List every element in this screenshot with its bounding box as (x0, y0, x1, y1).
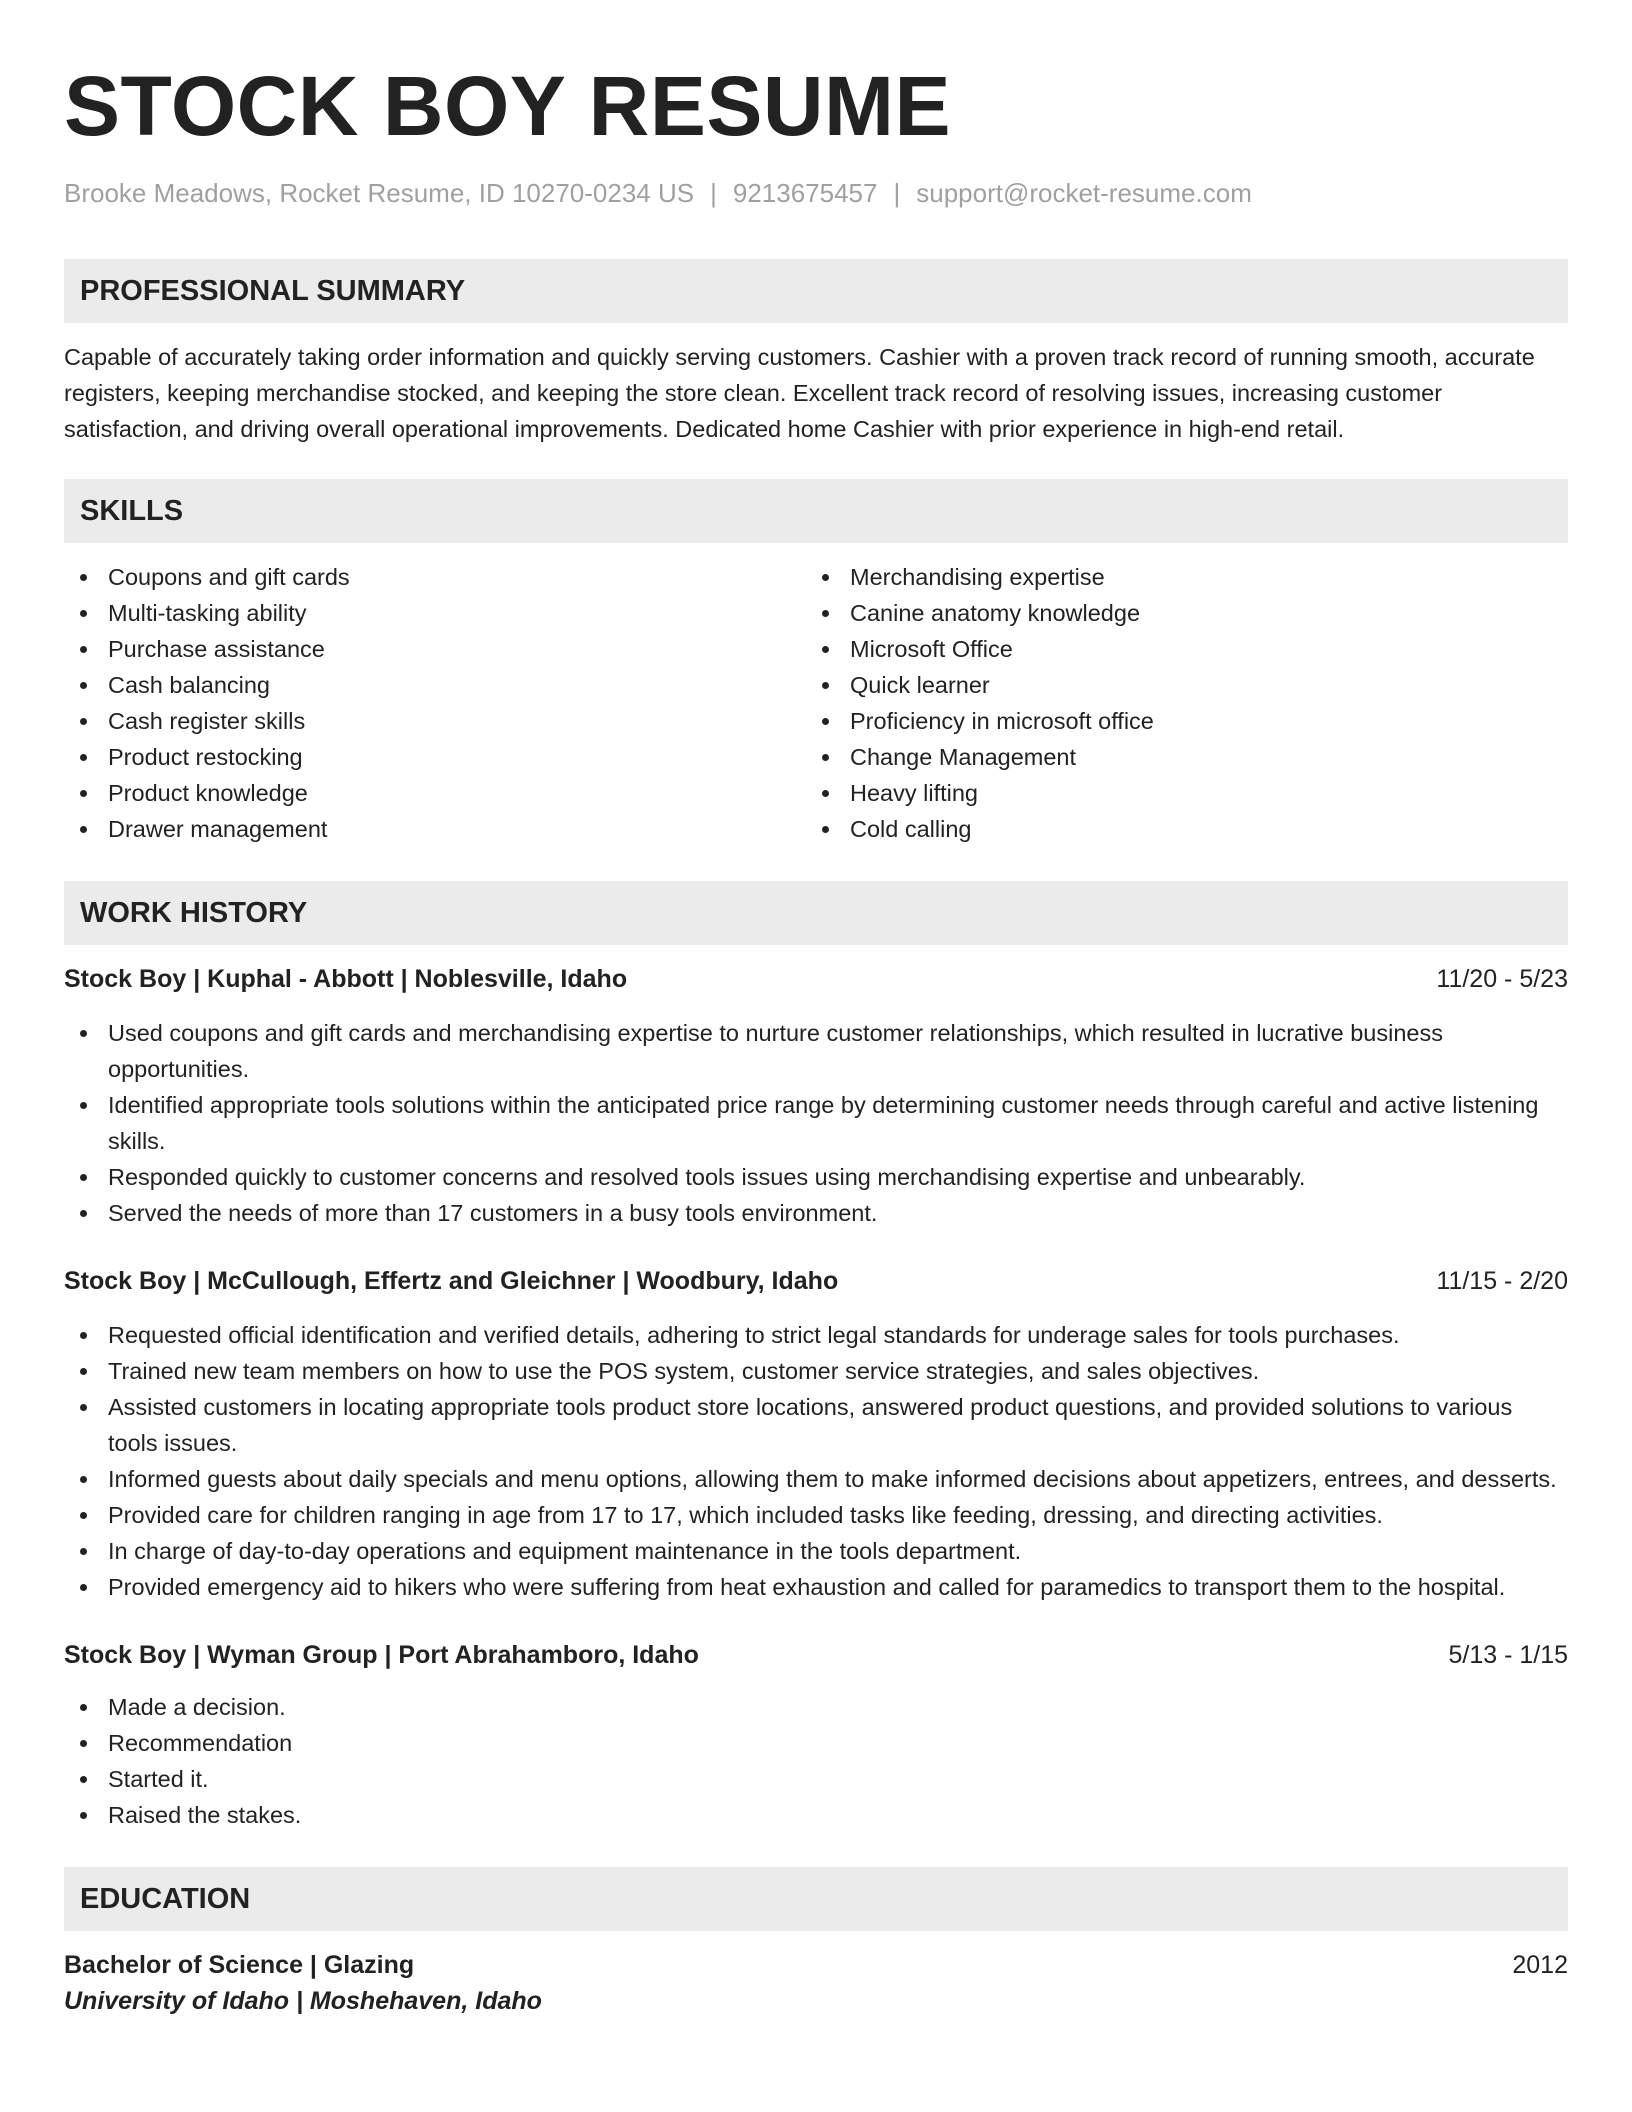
contact-line (64, 178, 1568, 209)
job-bullet: Served the needs of more than 17 customers in a busy tools environment. (64, 1195, 1568, 1231)
job-entry (64, 1637, 1568, 1833)
job-dates: 5/13 - 1/15 (1448, 1641, 1568, 1670)
skill-item: Product knowledge (64, 775, 806, 811)
skill-item: Change Management (806, 739, 1548, 775)
job-title: Stock Boy | Wyman Group | Port Abrahamboro, Idaho (64, 1641, 699, 1670)
skill-item: Heavy lifting (806, 775, 1548, 811)
skill-item: Proficiency in microsoft office (806, 703, 1548, 739)
job-bullet: Raised the stakes. (64, 1797, 1568, 1833)
education-degree: Bachelor of Science | Glazing (64, 1951, 415, 1980)
job-bullet: Identified appropriate tools solutions within the anticipated price range by determining customer needs through careful and active listening skills. (64, 1087, 1568, 1159)
job-bullet: Started it. (64, 1761, 1568, 1797)
job-dates: 11/20 - 5/23 (1436, 965, 1568, 994)
job-header (64, 961, 1568, 997)
job-bullet: Recommendation (64, 1725, 1568, 1761)
job-bullets (64, 1689, 1568, 1833)
job-bullet: Assisted customers in locating appropriate tools product store locations, answered product questions, and provided solutions to various tools issues. (64, 1389, 1568, 1461)
skill-item: Purchase assistance (64, 631, 806, 667)
job-bullets (64, 1015, 1568, 1231)
education-school: University of Idaho | Moshehaven, Idaho (64, 1987, 542, 2016)
job-bullet: In charge of day-to-day operations and equipment maintenance in the tools department. (64, 1533, 1568, 1569)
summary-text: Capable of accurately taking order information and quickly serving customers. Cashier with a proven track record of running smooth, accurate registers, keeping merchandise stocked, and keeping the store clean. Excellent track record of resolving issues, increasing customer satisfaction, and driving overall operational improvements. Dedicated home Cashier with prior experience in high-end retail. (64, 344, 1535, 443)
skill-item: Cash balancing (64, 667, 806, 703)
job-title: Stock Boy | McCullough, Effertz and Gleichner | Woodbury, Idaho (64, 1267, 839, 1296)
job-header (64, 1263, 1568, 1299)
contact-separator: | (710, 178, 717, 208)
skill-item: Drawer management (64, 811, 806, 847)
contact-phone: 9213675457 (732, 178, 878, 208)
job-title: Stock Boy | Kuphal - Abbott | Noblesville, Idaho (64, 965, 628, 994)
job-bullet: Provided emergency aid to hikers who were suffering from heat exhaustion and called for paramedics to transport them to the hospital. (64, 1569, 1568, 1605)
skill-item: Product restocking (64, 739, 806, 775)
skills-list-right (806, 559, 1548, 847)
section-heading-work-history: WORK HISTORY (64, 881, 1568, 945)
contact-separator: | (893, 178, 901, 208)
job-bullet: Trained new team members on how to use the POS system, customer service strategies, and sales objectives. (64, 1353, 1568, 1389)
job-bullets (64, 1317, 1568, 1605)
job-bullet: Requested official identification and verified details, adhering to strict legal standards for underage sales for tools purchases. (64, 1317, 1568, 1353)
section-heading-education: EDUCATION (64, 1867, 1568, 1931)
education-year: 2012 (1512, 1951, 1568, 1980)
education-header (64, 1947, 1568, 1983)
job-entry (64, 1263, 1568, 1605)
section-heading-skills: SKILLS (64, 479, 1568, 543)
skill-item: Cash register skills (64, 703, 806, 739)
contact-address: Brooke Meadows, Rocket Resume, ID 10270-0234 US (64, 178, 695, 208)
skill-item: Merchandising expertise (806, 559, 1548, 595)
job-bullet: Made a decision. (64, 1689, 1568, 1725)
skill-item: Microsoft Office (806, 631, 1548, 667)
contact-email[interactable]: support@rocket-resume.com (916, 178, 1252, 208)
job-dates: 11/15 - 2/20 (1436, 1267, 1568, 1296)
education-entry (64, 1947, 1568, 2019)
job-entry (64, 961, 1568, 1231)
job-bullet: Used coupons and gift cards and merchandising expertise to nurture customer relationships, which resulted in lucrative business opportunities. (64, 1015, 1568, 1087)
skill-item: Multi-tasking ability (64, 595, 806, 631)
job-bullet: Provided care for children ranging in age from 17 to 17, which included tasks like feeding, dressing, and directing activities. (64, 1497, 1568, 1533)
skills-columns (64, 559, 1568, 847)
skills-list-left (64, 559, 806, 847)
skill-item: Coupons and gift cards (64, 559, 806, 595)
resume-title: STOCK BOY RESUME (64, 59, 952, 153)
skill-item: Quick learner (806, 667, 1548, 703)
resume-page (64, 54, 1568, 2019)
job-bullet: Responded quickly to customer concerns and resolved tools issues using merchandising expertise and unbearably. (64, 1159, 1568, 1195)
job-header (64, 1637, 1568, 1673)
section-heading-summary: PROFESSIONAL SUMMARY (64, 259, 1568, 323)
skill-item: Canine anatomy knowledge (806, 595, 1548, 631)
job-bullet: Informed guests about daily specials and menu options, allowing them to make informed decisions about appetizers, entrees, and desserts. (64, 1461, 1568, 1497)
skill-item: Cold calling (806, 811, 1548, 847)
